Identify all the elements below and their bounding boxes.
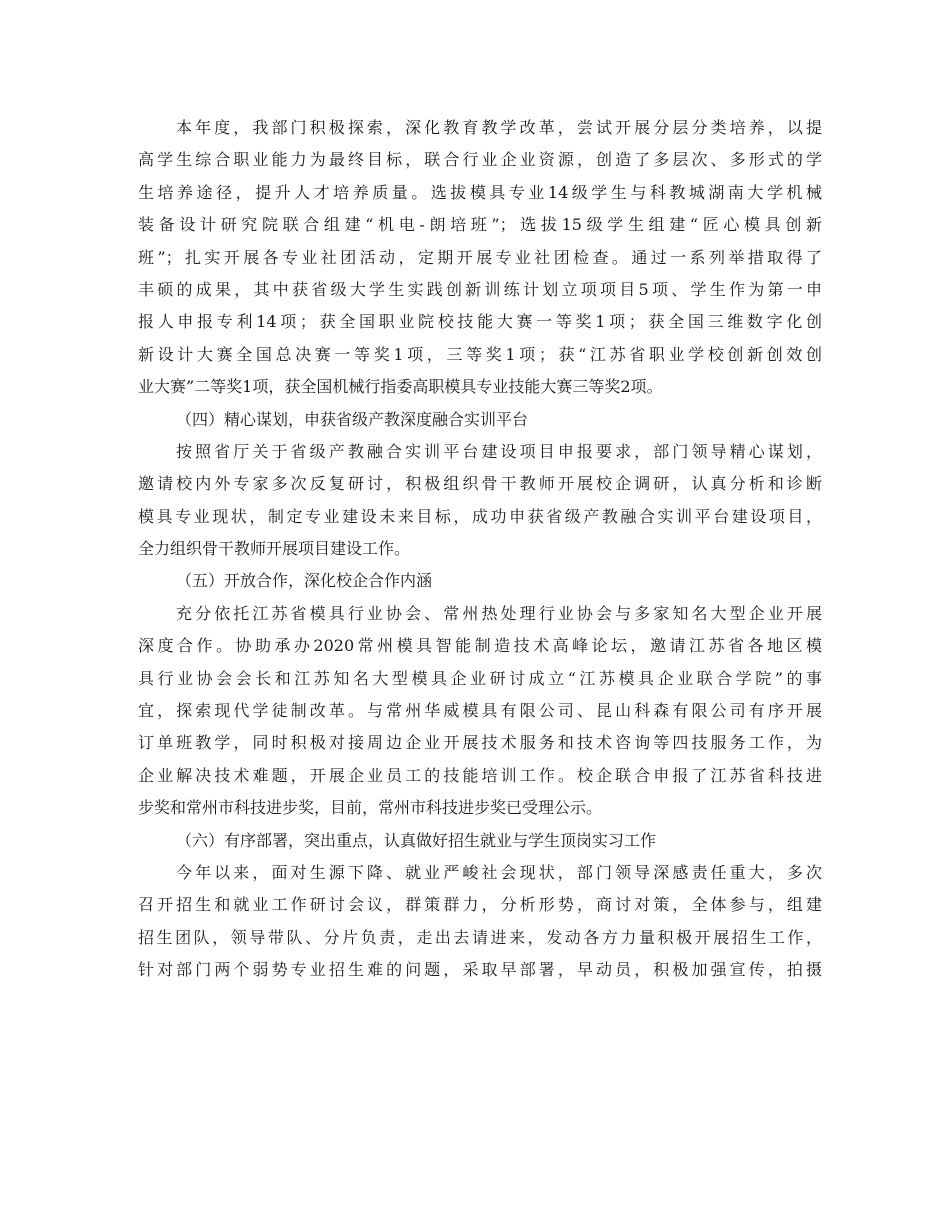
paragraph-line: 新设计大赛全国总决赛一等奖1项，三等奖1项；获“江苏省职业学校创新创效创: [138, 344, 822, 364]
paragraph-line: 订单班教学，同时积极对接周边企业开展技术服务和技术咨询等四技服务工作，为: [138, 733, 822, 753]
paragraph-line: 企业解决技术难题，开展企业员工的技能培训工作。校企联合申报了江苏省科技进: [138, 765, 822, 785]
paragraph-line: 报人申报专利14项；获全国职业院校技能大赛一等奖1项；获全国三维数字化创: [138, 312, 822, 332]
paragraph-line: 深度合作。协助承办2020常州模具智能制造技术高峰论坛，邀请江苏省各地区模: [138, 636, 822, 656]
paragraph-line: 召开招生和就业工作研讨会议，群策群力，分析形势，商讨对策，全体参与，组建: [138, 895, 822, 915]
paragraph-line: 按照省厅关于省级产教融合实训平台建设项目申报要求，部门领导精心谋划，: [176, 441, 822, 461]
paragraph-line: 充分依托江苏省模具行业协会、常州热处理行业协会与多家知名大型企业开展: [176, 603, 822, 623]
paragraph-line: 班”；扎实开展各专业社团活动，定期开展专业社团检查。通过一系列举措取得了: [138, 247, 822, 267]
paragraph-line: 具行业协会会长和江苏知名大型模具企业研讨成立“江苏模具企业联合学院”的事: [138, 668, 822, 688]
paragraph-line: 今年以来，面对生源下降、就业严峻社会现状，部门领导深感责任重大，多次: [176, 862, 822, 882]
paragraph-line: 模具专业现状，制定专业建设未来目标，成功申获省级产教融合实训平台建设项目，: [138, 506, 822, 526]
paragraph-line: 高学生综合职业能力为最终目标，联合行业企业资源，创造了多层次、多形式的学: [138, 150, 822, 170]
paragraph-line: 全力组织骨干教师开展项目建设工作。: [138, 539, 411, 559]
paragraph-line: 邀请校内外专家多次反复研讨，积极组织骨干教师开展校企调研，认真分析和诊断: [138, 474, 822, 494]
paragraph-line: 宜，探索现代学徒制改革。与常州华威模具有限公司、昆山科森有限公司有序开展: [138, 701, 822, 721]
section-heading: （四）精心谋划，申获省级产教深度融合实训平台: [176, 409, 529, 429]
paragraph-line: 招生团队，领导带队、分片负责，走出去请进来，发动各方力量积极开展招生工作，: [138, 927, 822, 947]
document-body: [138, 112, 822, 987]
paragraph-line: 生培养途径，提升人才培养质量。选拔模具专业14级学生与科教城湖南大学机械: [138, 182, 822, 202]
paragraph-line: 本年度，我部门积极探索，深化教育教学改革，尝试开展分层分类培养，以提: [176, 118, 822, 137]
paragraph-line: 装备设计研究院联合组建“机电-朗培班”；选拔15级学生组建“匠心模具创新: [138, 215, 822, 235]
section-heading: （六）有序部署，突出重点，认真做好招生就业与学生顶岗实习工作: [176, 830, 657, 850]
paragraph-line: 业大赛”二等奖1项，获全国机械行指委高职模具专业技能大赛三等奖2项。: [138, 377, 663, 397]
paragraph-line: 步奖和常州市科技进步奖，目前，常州市科技进步奖已受理公示。: [138, 798, 603, 818]
paragraph-line: 丰硕的成果，其中获省级大学生实践创新训练计划立项项目5项、学生作为第一申: [138, 279, 822, 299]
paragraph-line: 针对部门两个弱势专业招生难的问题，采取早部署，早动员，积极加强宣传，拍摄: [138, 960, 822, 980]
section-heading: （五）开放合作，深化校企合作内涵: [176, 571, 433, 591]
